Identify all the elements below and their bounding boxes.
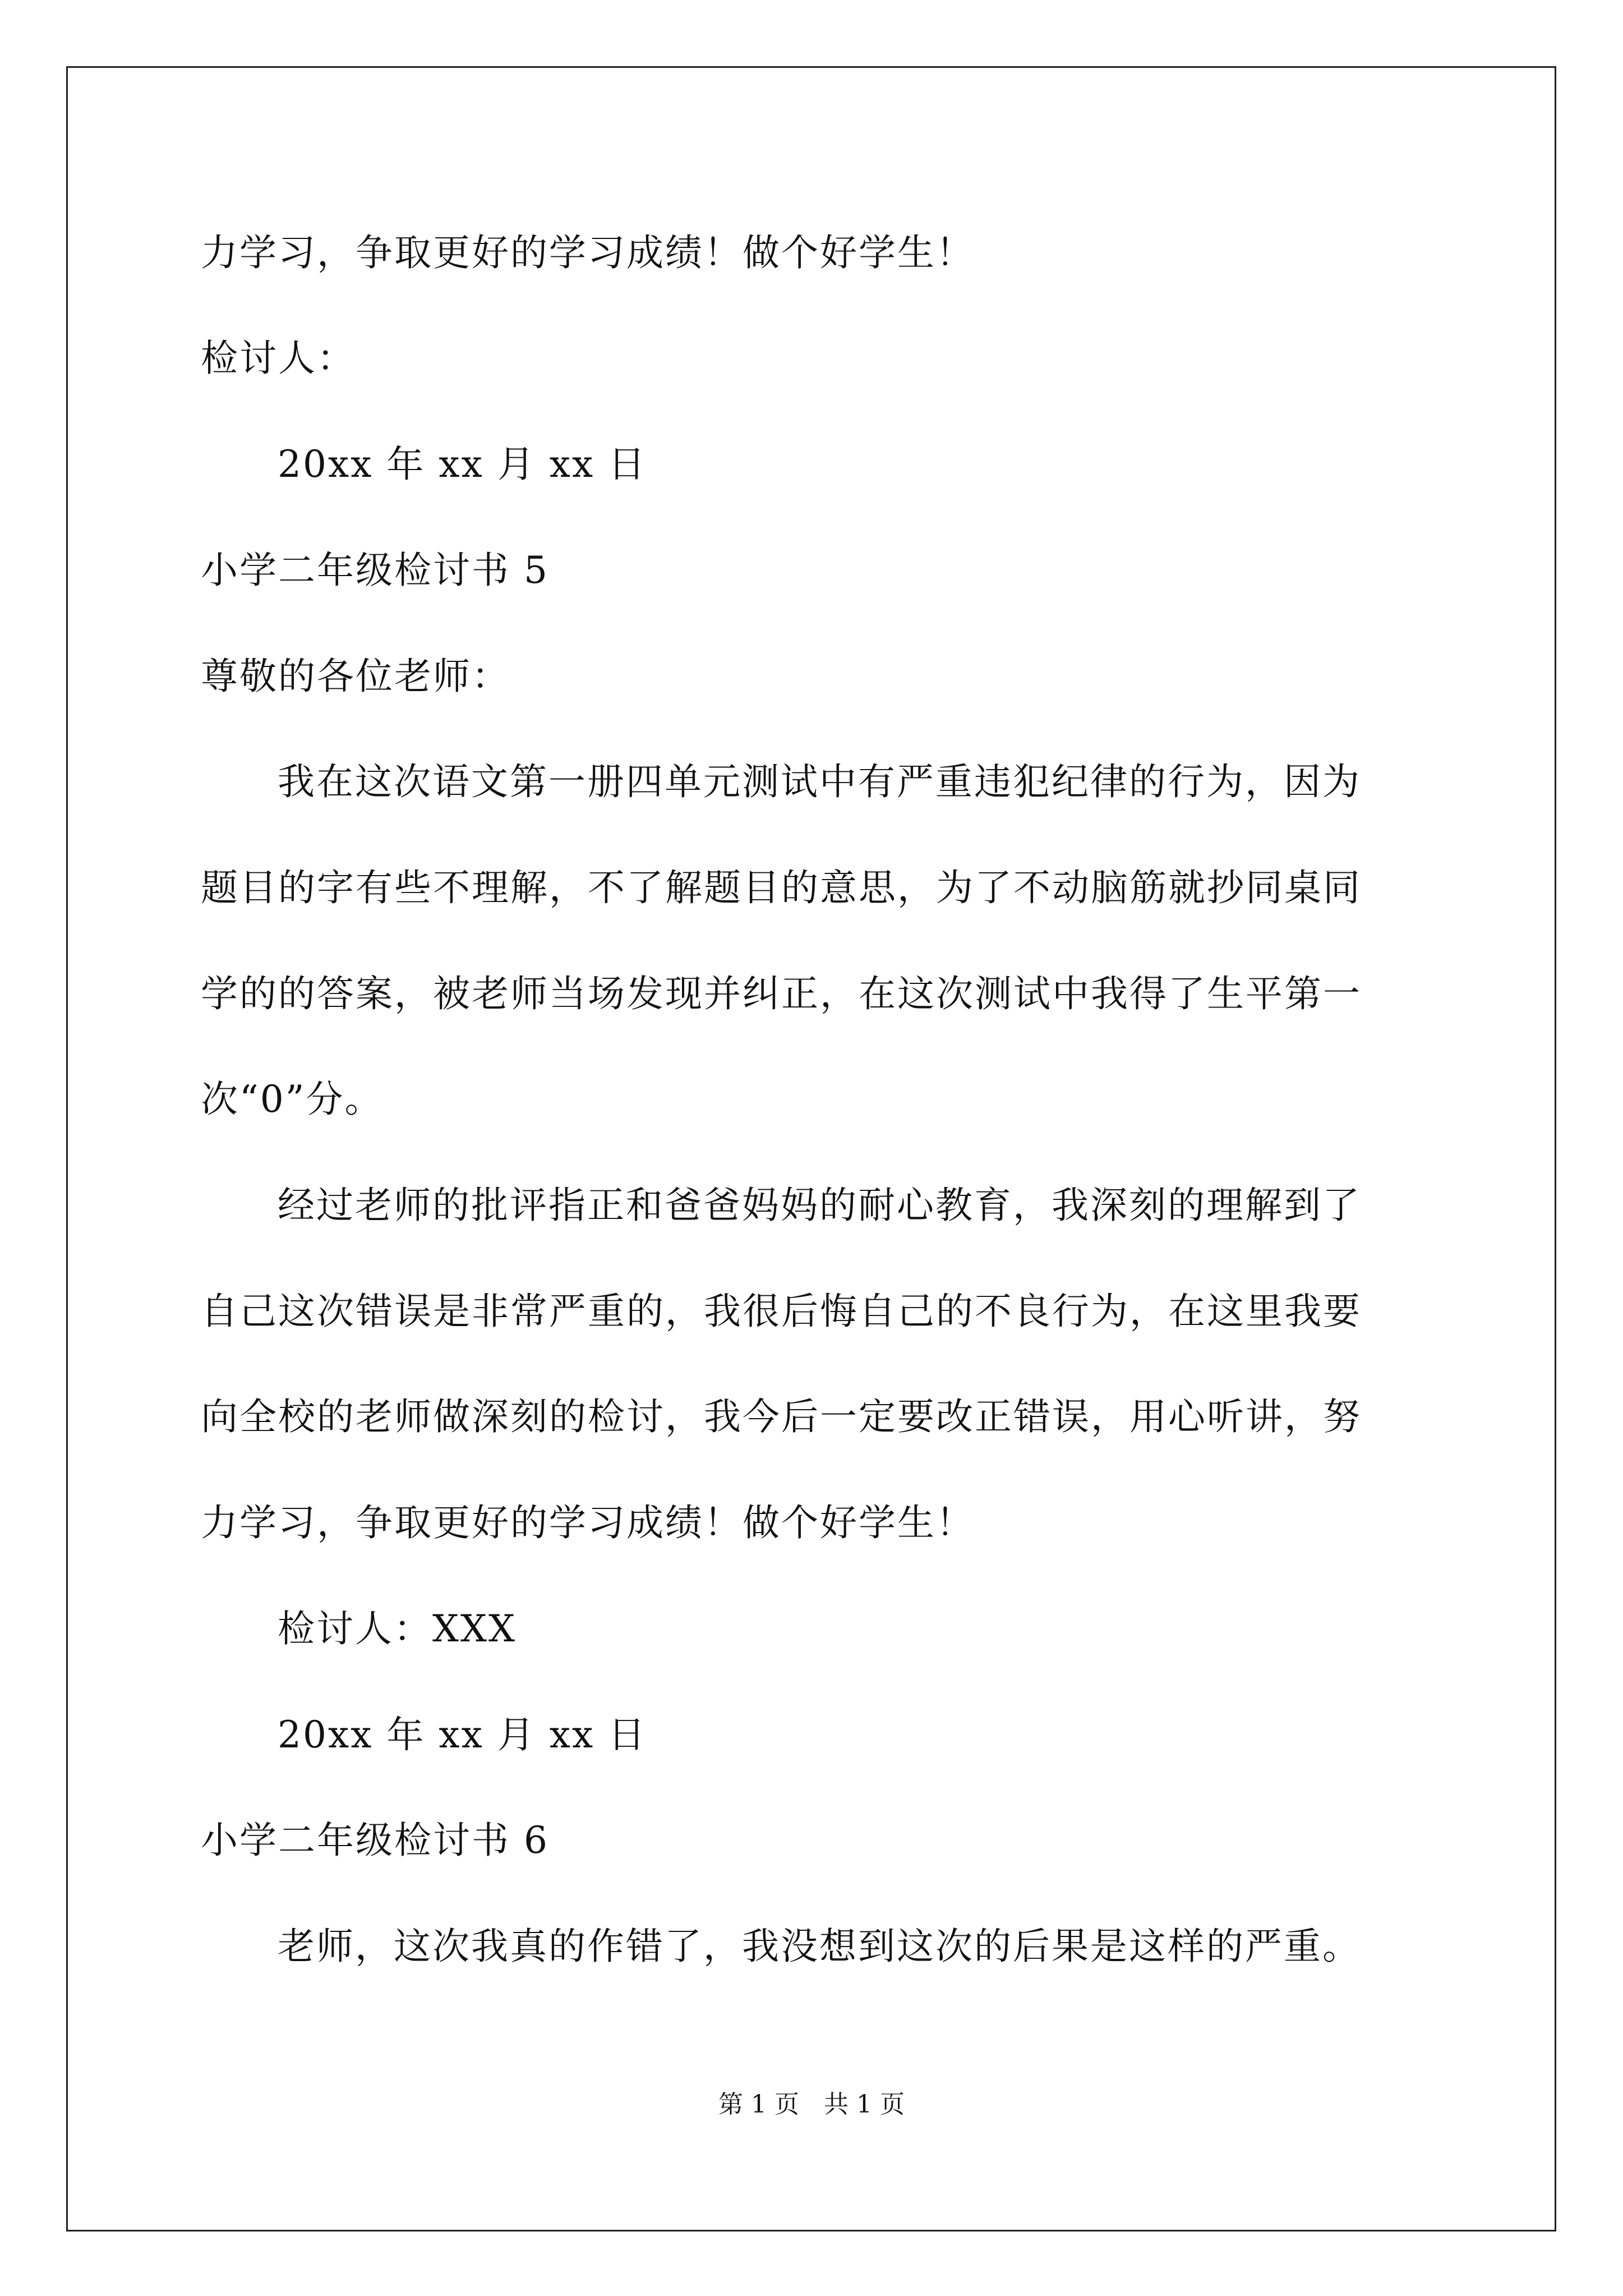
body-text-line: 自己这次错误是非常严重的，我很后悔自己的不良行为，在这里我要 (201, 1290, 1362, 1333)
body-text-line: 力学习，争取更好的学习成绩！做个好学生！ (201, 231, 975, 274)
body-text-line: 向全校的老师做深刻的检讨，我今后一定要改正错误，用心听讲，努 (201, 1395, 1362, 1438)
salutation: 尊敬的各位老师： (201, 655, 510, 698)
signer-line: 检讨人：XXX (278, 1607, 517, 1650)
body-text-line: 力学习，争取更好的学习成绩！做个好学生！ (201, 1501, 975, 1544)
signer-label: 检讨人： (201, 337, 356, 380)
page-border (66, 66, 1556, 2231)
body-text-line: 学的的答案，被老师当场发现并纠正，在这次测试中我得了生平第一 (201, 972, 1362, 1015)
body-text-line: 经过老师的批评指正和爸爸妈妈的耐心教育，我深刻的理解到了 (278, 1184, 1361, 1227)
page-footer: 第 1 页 共 1 页 (718, 2090, 905, 2119)
section-heading: 小学二年级检讨书 5 (201, 549, 549, 592)
body-text-line: 我在这次语文第一册四单元测试中有严重违犯纪律的行为，因为 (278, 760, 1361, 803)
body-text-line: 次“0”分。 (201, 1078, 384, 1121)
body-text-line: 老师，这次我真的作错了，我没想到这次的后果是这样的严重。 (278, 1925, 1361, 1968)
date-line: 20xx 年 xx 月 xx 日 (278, 1713, 647, 1756)
date-line: 20xx 年 xx 月 xx 日 (278, 443, 647, 486)
section-heading: 小学二年级检讨书 6 (201, 1819, 549, 1862)
body-text-line: 题目的字有些不理解，不了解题目的意思，为了不动脑筋就抄同桌同 (201, 866, 1362, 909)
